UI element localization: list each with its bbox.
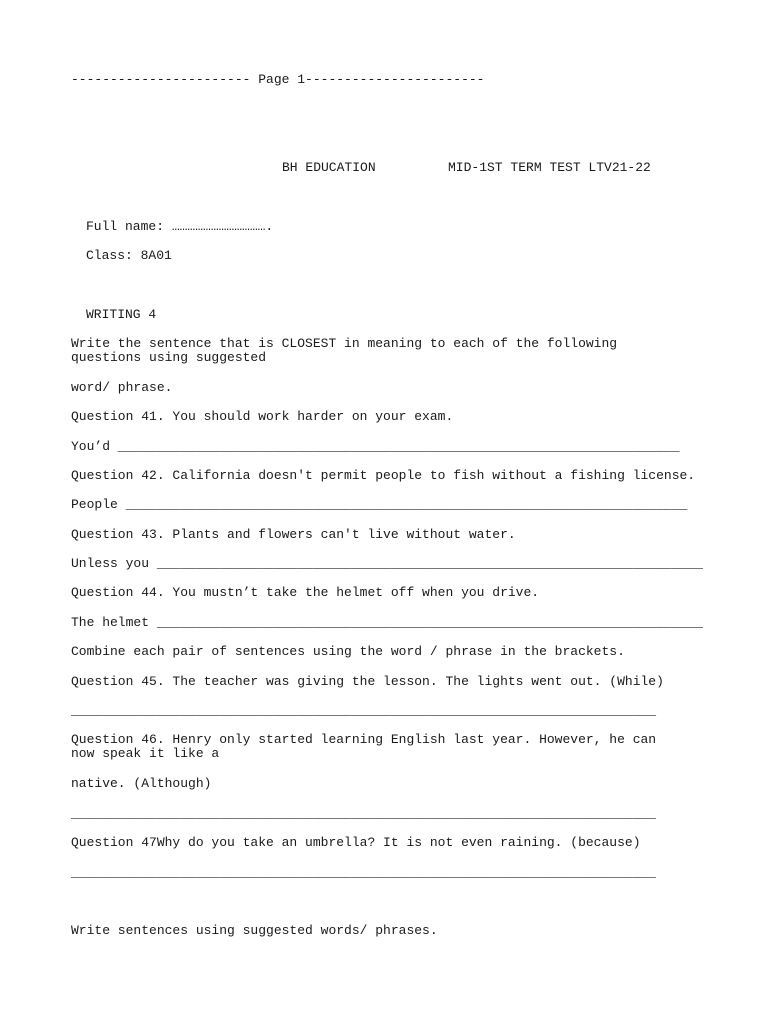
answer-line-43: Unless you ______________________________________________________________________: [71, 556, 703, 571]
instructions-combine: Combine each pair of sentences using the word / phrase in the brackets.: [71, 644, 625, 659]
answer-line-47: ___________________________________________________________________________: [71, 865, 657, 880]
question-46: Question 46. Henry only started learning English last year. However, he can now speak it like a: [71, 732, 657, 761]
answer-line-44: The helmet ______________________________________________________________________: [71, 615, 703, 630]
question-46-cont: native. (Although): [71, 776, 212, 791]
answer-line-42: People ________________________________________________________________________: [71, 497, 688, 512]
header-test-title: MID-1ST TERM TEST LTV21-22: [448, 160, 651, 175]
question-47: Question 47Why do you take an umbrella? It is not even raining. (because): [71, 835, 641, 850]
header-org: BH EDUCATION: [282, 160, 376, 175]
question-42: Question 42. California doesn't permit people to fish without a fishing license.: [71, 468, 696, 483]
question-45: Question 45. The teacher was giving the lesson. The lights went out. (While): [71, 674, 664, 689]
instructions-write-sentences: Write sentences using suggested words/ phrases.: [71, 923, 438, 938]
answer-line-45: ___________________________________________________________________________: [71, 703, 657, 718]
question-44: Question 44. You mustn’t take the helmet off when you drive.: [71, 585, 540, 600]
page-marker: ----------------------- Page 1-----------------------: [71, 72, 485, 87]
section-heading: WRITING 4: [86, 307, 157, 322]
class-field: Class: 8A01: [86, 248, 172, 263]
instructions-rewrite-cont: word/ phrase.: [71, 380, 173, 395]
question-43: Question 43. Plants and flowers can't live without water.: [71, 527, 516, 542]
instructions-rewrite: Write the sentence that is CLOSEST in meaning to each of the following questions using suggested: [71, 336, 618, 365]
answer-line-41: You’d ________________________________________________________________________: [71, 439, 680, 454]
question-41: Question 41. You should work harder on your exam.: [71, 409, 454, 424]
answer-line-46: ___________________________________________________________________________: [71, 806, 657, 821]
full-name-field: Full name: ……………………………….: [86, 219, 274, 234]
